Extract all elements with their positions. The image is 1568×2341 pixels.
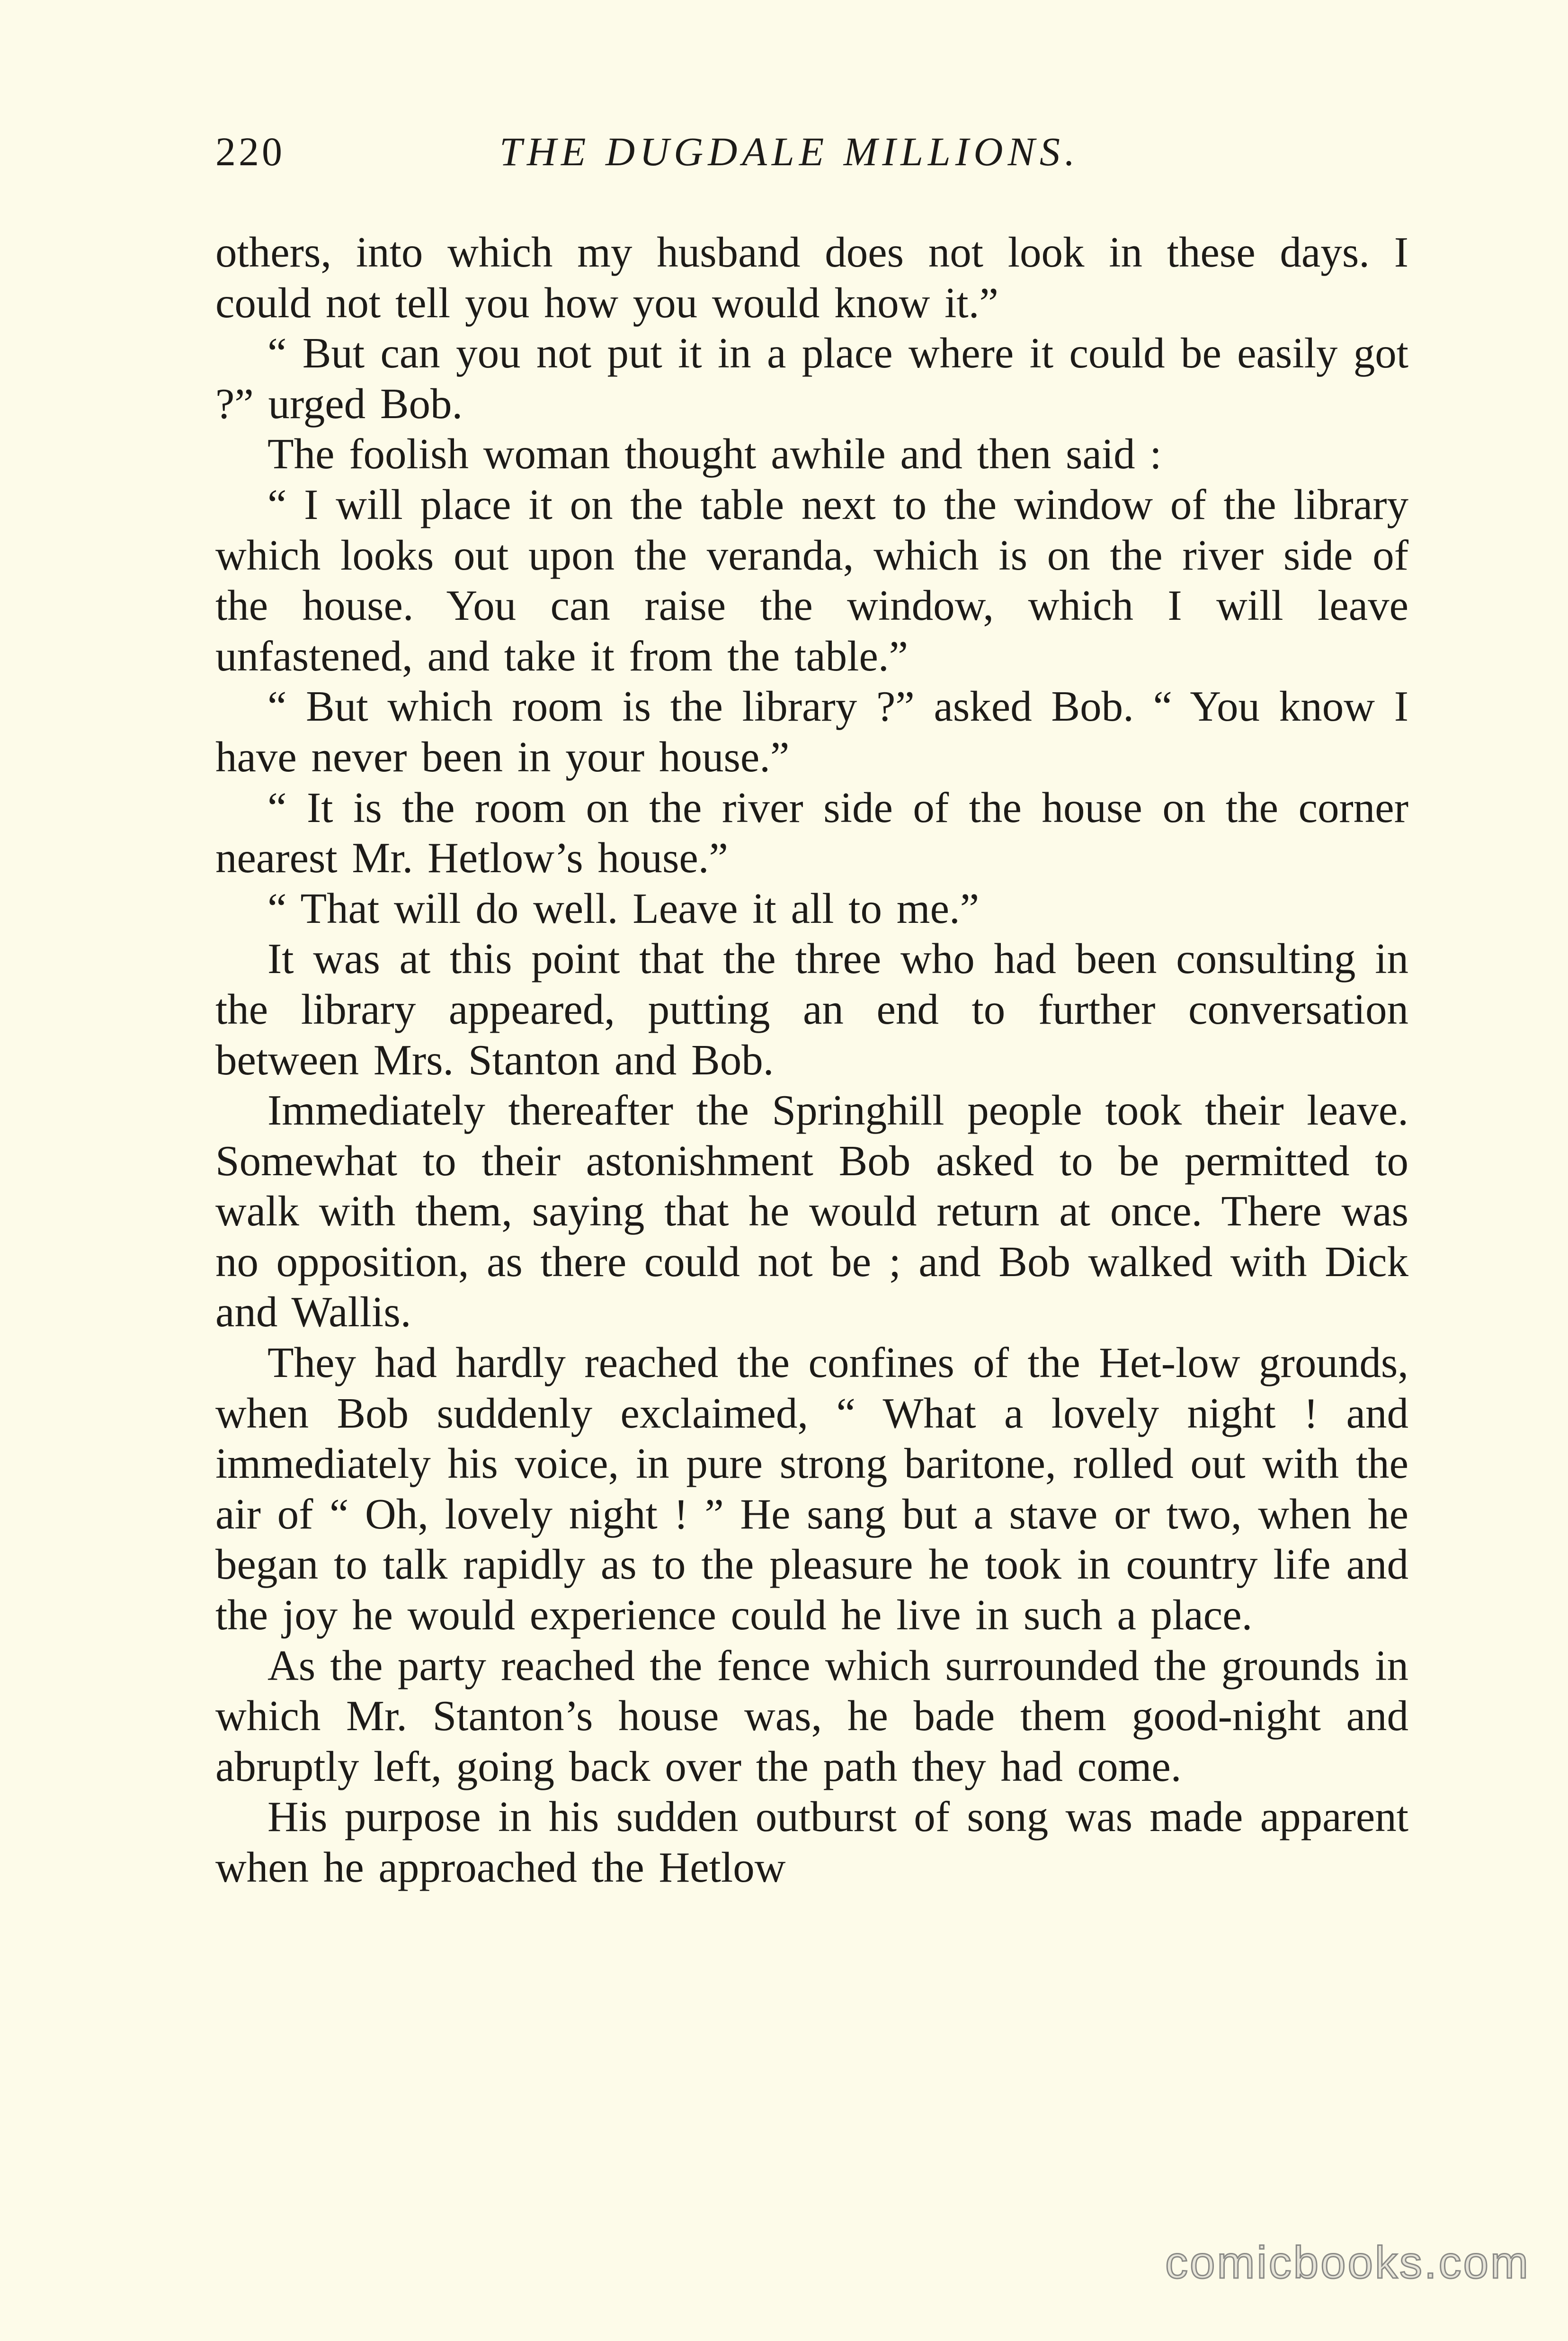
paragraph: His purpose in his sudden outburst of song was made apparent when he approached the Hetlow bbox=[215, 1793, 1408, 1891]
book-page bbox=[215, 128, 1408, 1893]
body-text bbox=[215, 227, 1408, 1893]
paragraph: “ I will place it on the table next to the window of the library which looks out upon the veranda, which is on the river side of the house. You can raise the window, which I will leave unfastened, and take it from the table.” bbox=[215, 480, 1408, 680]
paragraph: “ But can you not put it in a place where it could be easily got ?” urged Bob. bbox=[215, 329, 1408, 428]
paragraph: “ It is the room on the river side of the house on the corner nearest Mr. Hetlow’s house.” bbox=[215, 783, 1408, 882]
page-number: 220 bbox=[215, 129, 285, 174]
paragraph: “ But which room is the library ?” asked Bob. “ You know I have never been in your house.” bbox=[215, 682, 1408, 781]
paragraph: As the party reached the fence which surrounded the grounds in which Mr. Stanton’s house was, he bade them good-night and abruptly left, going back over the path they had come. bbox=[215, 1641, 1408, 1790]
page-header bbox=[215, 128, 1408, 180]
running-title: THE DUGDALE MILLIONS. bbox=[499, 129, 1080, 174]
paragraph: It was at this point that the three who had been consulting in the library appeared, putting an end to further conversation between Mrs. Stanton and Bob. bbox=[215, 935, 1408, 1084]
paragraph: others, into which my husband does not look in these days. I could not tell you how you would know it.” bbox=[215, 228, 1408, 327]
paragraph: Immediately thereafter the Springhill people took their leave. Somewhat to their astonishment Bob asked to be permitted to walk with them, saying that he would return at once. There was no opposition, as there could not be ; and Bob walked with Dick and Wallis. bbox=[215, 1086, 1408, 1336]
paragraph: They had hardly reached the confines of the Het-low grounds, when Bob suddenly exclaimed, “ What a lovely night ! and immediately his voice, in pure strong baritone, rolled out with the air of “ Oh, lovely night ! ” He sang but a stave or two, when he began to talk rapidly as to the pleasure he took in country life and the joy he would experience could he live in such a place. bbox=[215, 1339, 1408, 1639]
source-watermark: comicbooks.com bbox=[1165, 2237, 1530, 2288]
paragraph: The foolish woman thought awhile and then said : bbox=[267, 430, 1162, 478]
paragraph: “ That will do well. Leave it all to me.” bbox=[267, 884, 980, 932]
